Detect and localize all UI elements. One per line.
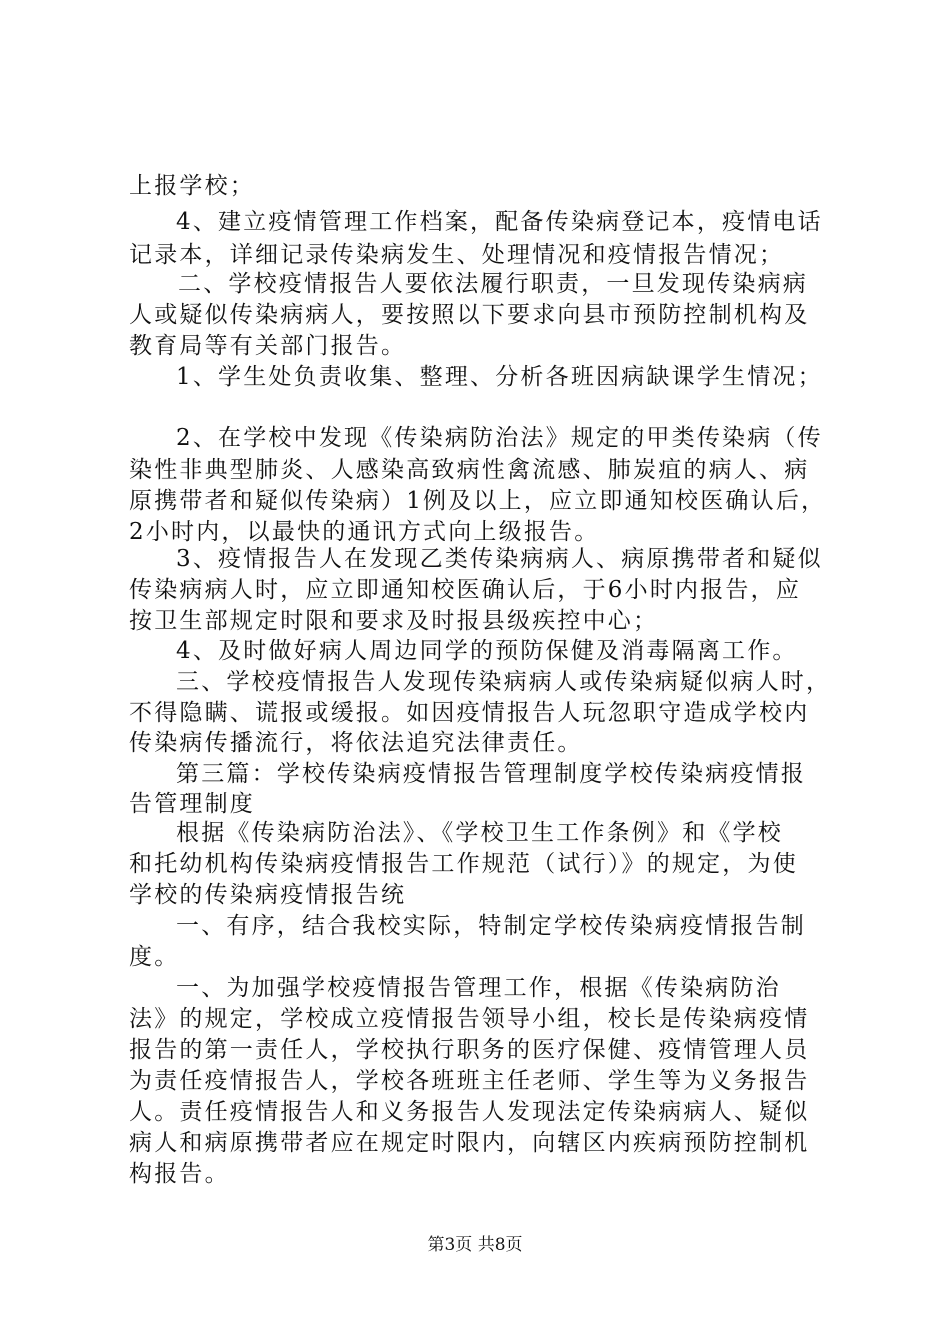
text-line: 教育局等有关部门报告。 [129,333,407,359]
text-line: 度。 [129,944,180,970]
text-line: 构报告。 [129,1161,230,1187]
text-line: 人或疑似传染病病人，要按照以下要求向县市预防控制机构及 [129,302,810,328]
text-line: 染性非典型肺炎、人感染高致病性禽流感、肺炭疽的病人、病 [129,457,810,483]
text-line: 记录本，详细记录传染病发生、处理情况和疫情报告情况； [129,242,785,268]
text-line: 二、学校疫情报告人要依法履行职责，一旦发现传染病病 [178,271,808,297]
text-line: 一、有序，结合我校实际，特制定学校传染病疫情报告制 [176,913,806,939]
text-line: 和托幼机构传染病疫情报告工作规范（试行）》的规定，为使 [129,851,798,877]
text-line: 告管理制度 [129,791,255,817]
text-line: 原携带者和疑似传染病）1例及以上，应立即通知校医确认后， [129,488,827,514]
text-line: 学校的传染病疫情报告统 [129,882,407,908]
text-line: 1、学生处负责收集、整理、分析各班因病缺课学生情况； [176,364,823,390]
text-line: 第三篇：学校传染病疫情报告管理制度学校传染病疫情报 [176,761,806,787]
text-line: 3、疫情报告人在发现乙类传染病病人、病原携带者和疑似 [176,546,823,572]
text-line: 2、在学校中发现《传染病防治法》规定的甲类传染病（传 [176,425,823,451]
text-line: 根据《传染病防治法》、《学校卫生工作条例》和《学校 [176,820,783,846]
text-line: 4、及时做好病人周边同学的预防保健及消毒隔离工作。 [176,638,798,664]
text-line: 按卫生部规定时限和要求及时报县级疾控中心； [129,608,659,634]
text-line: 不得隐瞒、谎报或缓报。如因疫情报告人玩忽职守造成学校内 [129,700,810,726]
text-line: 4、建立疫情管理工作档案，配备传染病登记本，疫情电话 [176,209,823,235]
text-line: 三、学校疫情报告人发现传染病病人或传染病疑似病人时， [176,669,832,695]
text-line: 法》的规定，学校成立疫情报告领导小组，校长是传染病疫情 [129,1006,810,1032]
text-line: 2小时内，以最快的通讯方式向上级报告。 [129,519,600,545]
text-line: 报告的第一责任人，学校执行职务的医疗保健、疫情管理人员 [129,1037,810,1063]
text-line: 一、为加强学校疫情报告管理工作，根据《传染病防治 [176,975,781,1001]
text-line: 上报学校； [129,173,255,199]
text-line: 传染病病人时，应立即通知校医确认后，于6小时内报告，应 [129,577,802,603]
text-line: 传染病传播流行，将依法追究法律责任。 [129,730,583,756]
text-line: 为责任疫情报告人，学校各班班主任老师、学生等为义务报告 [129,1068,810,1094]
text-line: 病人和病原携带者应在规定时限内，向辖区内疾病预防控制机 [129,1130,810,1156]
text-line: 人。责任疫情报告人和义务报告人发现法定传染病病人、疑似 [129,1099,810,1125]
page-footer: 第3页 共8页 [427,1235,523,1255]
